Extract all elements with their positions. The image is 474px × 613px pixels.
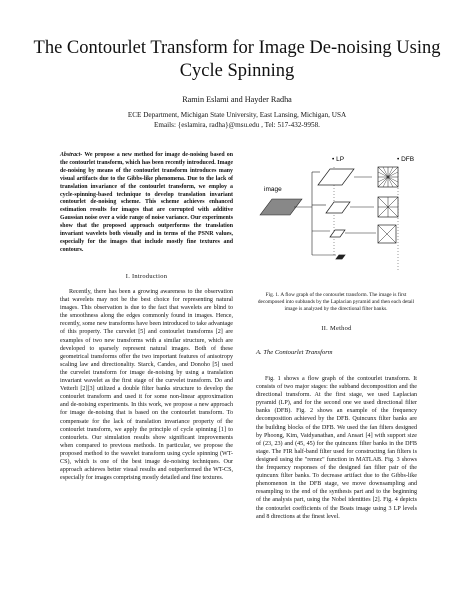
flow-graph-diagram xyxy=(250,147,420,287)
dfb-box-1 xyxy=(378,167,398,187)
lp-subband-2 xyxy=(326,202,350,213)
section-heading-method: II. Method xyxy=(321,325,352,332)
label-dfb: • DFB xyxy=(397,156,415,163)
dfb-box-2 xyxy=(378,197,398,217)
authors: Ramin Eslami and Hayder Radha xyxy=(182,95,292,104)
label-image: image xyxy=(264,186,282,193)
figure-caption: Fig. 1. A flow graph of the contourlet transform. The image is first decomposed into subbands by the Laplacian pyramid and then each detail image is analyzed by the directional filter banks. xyxy=(257,292,415,312)
method-text: Fig. 1 shows a flow graph of the contourlet transform. It consists of two major stages: the subband decomposition and the directional transform. At the first stage, we used Laplacian pyramid (LP), and for the second one we used directional filter banks (DFB). Fig. 2 shows an example of the frequency decomposition achieved by the DFB. Quincunx filter banks are the building blocks of the DFB. We used the fan filters designed by Phoong, Kim, Vaidyanathan, and Ansari [4] with support size of (23, 23) and (45, 45) for the quincunx filter banks in the DFB stage. The FIR half-band filter used for constructing fan filters is designed using the "remez" function in MATLAB. Fig. 3 shows the frequency responses of the designed fan filter pair of the quincunx filter banks. To decrease artifact due to the Gibbs-like phenomenon in the DFB stage, we move downsampling and resampling to the end of the synthesis part and to the beginning of the analysis part, using the Nobel identities [2]. Fig. 4 depicts the contourlet coefficients of the Boats image using 3 LP levels and 8 directions at the finest level. xyxy=(256,376,417,520)
affiliation-line-1: ECE Department, Michigan State University, East Lansing, Michigan, USA xyxy=(127,111,347,119)
label-lp: • LP xyxy=(332,156,345,163)
abstract-label: Abstract- xyxy=(60,152,83,158)
affiliation xyxy=(110,110,364,130)
paper-title: The Contourlet Transform for Image De-noising Using Cycle Spinning xyxy=(33,38,441,81)
introduction-text: Recently, there has been a growing awareness to the observation that wavelets may not be the best choice for representing natural images. This observation is due to the fact that wavelets are blind to the smoothness along the edges commonly found in images. Hence, recently, some new transforms have been introduced to take advantage of this property. The curvelet [5] and contourlet transforms [2] are examples of two new transforms with a similar structure, which are developed to sparsely represent natural images. Both of these geometrical transforms offer the two important features of anisotropy scaling law and directionality. Starck, Candes, and Donoho [5] used the curvelet transform for image de-noising by using a translation invariant wavelet as the first stage of the curvelet transform. Do and Vetterli [2][3] utilized a double filter banks structure to develop the contourlet transform and used it for some non-linear approximation and de-noising experiments. In this work, we propose a new approach for image de-noising that is based on the contourlet transform. To compensate for the lack of translation invariance property of the contourlet transform, we apply the principle of cycle spinning [1] to contourlets. Our simulation results show significant improvements when compared to previous methods. In particular, we propose the proposed method to the wavelet transform using cycle spinning (WT-CS), which is one of the best image de-noising techniques. Our approach achieves better visual results and outperformed the WT-CS, especially for images comprising mostly detailed and fine textures. xyxy=(60,289,233,482)
subsection-heading-contourlet: A. The Contourlet Transform xyxy=(256,349,333,356)
abstract xyxy=(60,152,233,255)
lp-subband-4 xyxy=(336,255,345,259)
affiliation-emails: Emails: {eslamira, radha}@msu.edu , Tel: 517-432-9958. xyxy=(154,121,320,129)
lp-subband-3 xyxy=(330,230,345,237)
section-heading-introduction: I. Introduction xyxy=(125,273,168,280)
figure-contourlet-flow-graph xyxy=(250,147,420,287)
dfb-box-3 xyxy=(378,225,396,243)
lp-subband-1 xyxy=(318,169,354,185)
abstract-text: We propose a new method for image de-noising based on the contourlet transform, which has been recently introduced. Image de-noising by means of the contourlet transform introduces many visual artifacts due to the Gibbs-like phenomena. Due to the lack of translation invariance of the contourlet transform, we employ a cycle-spinning-based technique to develop translation invariant contourlet de-noising scheme. This scheme achieves enhanced estimation results for images that are corrupted with additive Gaussian noise over a wide range of noise variance. Our experiments show that the proposed approach outperforms the translation invariant wavelets both visually and in terms of the PSNR values, especially for the images that include mostly fine textures and contours. xyxy=(60,152,233,253)
